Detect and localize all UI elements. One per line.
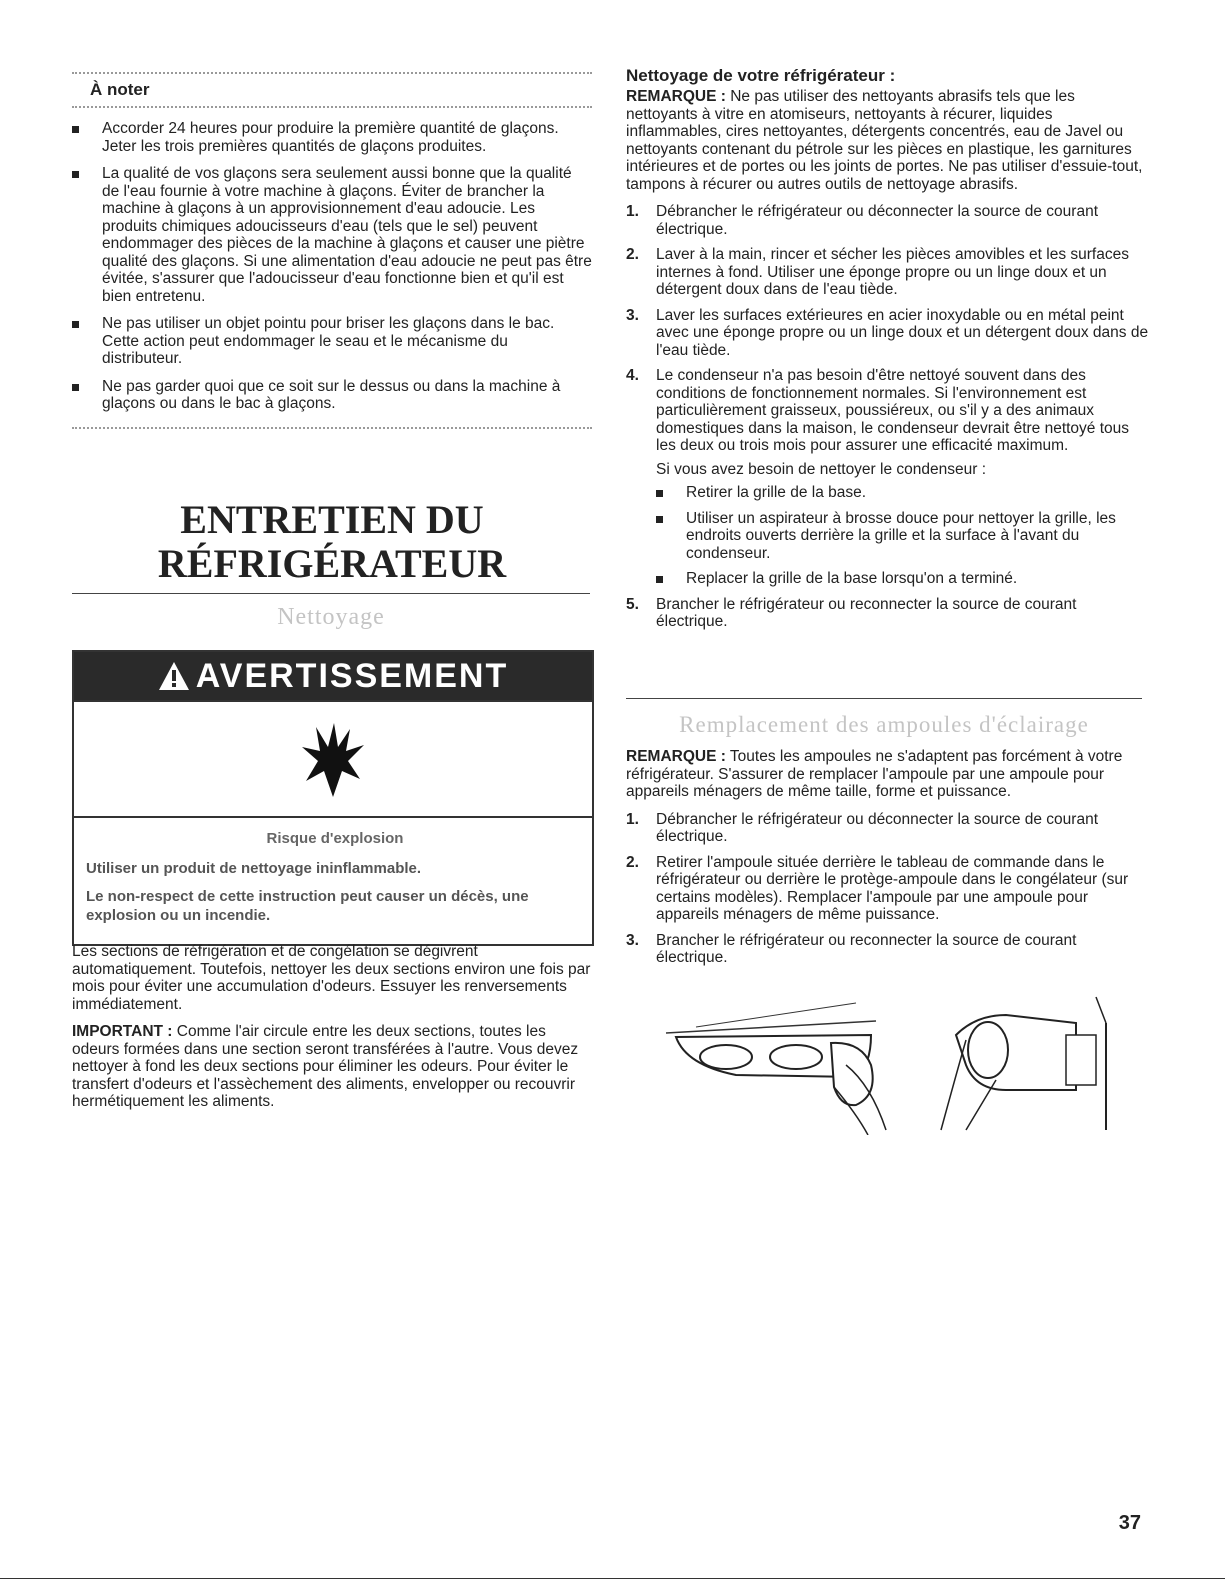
note-title: À noter	[90, 80, 150, 99]
bottom-rule	[0, 1578, 1225, 1579]
cleaning-left-text	[72, 943, 592, 1121]
warning-line-2: Le non-respect de cette instruction peut causer un décès, une explosion ou un incendie.	[86, 888, 529, 924]
bullet-square-icon	[72, 171, 79, 178]
warning-triangle-icon	[158, 661, 190, 691]
subhead-bulbs: Remplacement des ampoules d'éclairage	[679, 712, 1089, 737]
note-bullets	[72, 120, 592, 413]
list-item: Retirer la grille de la base.	[656, 484, 1150, 502]
warning-header	[74, 652, 592, 700]
bulbs-section	[626, 748, 1150, 975]
list-item: Replacer la grille de la base lorsqu'on a terminé.	[656, 570, 1150, 588]
warning-panel	[72, 650, 594, 946]
warning-risk: Risque d'explosion	[266, 830, 404, 847]
list-item: Ne pas utiliser un objet pointu pour briser les glaçons dans le bac. Cette action peut endommager le seau et le mécanisme du distributeur.	[72, 315, 592, 368]
warning-title: AVERTISSEMENT	[195, 656, 509, 695]
list-item: La qualité de vos glaçons sera seulement aussi bonne que la qualité de l'eau fournie à votre machine à glaçons. Éviter de brancher la machine à glaçons à un approvisionnement d'eau adoucie. Les produits chimiques adoucisseurs d'eau (tels que le sel) peuvent endommager des pièces de la machine à glaçons et causer une piètre qualité des glaçons. Si une alimentation d'eau adoucie ne peut pas être évitée, s'assurer que l'adoucisseur d'eau fonctionne bien et qu'il est bien entretenu.	[72, 165, 592, 305]
control-panel-bulb-illustration	[656, 995, 916, 1135]
section-title: ENTRETIEN DU RÉFRIGÉRATEUR	[157, 497, 507, 586]
bulbs-rule	[626, 698, 1142, 699]
list-item: 3. Laver les surfaces extérieures en acier inoxydable ou en métal peint avec une éponge propre ou un linge doux et un détergent doux dans de l'eau tiède.	[626, 306, 1149, 359]
list-item: 1. Débrancher le réfrigérateur ou déconnecter la source de courant électrique.	[626, 203, 1099, 238]
condenser-bullets	[656, 484, 1150, 588]
bulbs-remark: REMARQUE : Toutes les ampoules ne s'adaptent pas forcément à votre réfrigérateur. S'assurer de remplacer l'ampoule par une ampoule pour appareils ménagers de même taille, forme et puissance.	[626, 748, 1123, 800]
list-item: 2. Laver à la main, rincer et sécher les pièces amovibles et les surfaces internes à fond. Utiliser une éponge propre ou un linge doux et un détergent doux dans de l'eau tiède.	[626, 246, 1129, 298]
list-item: 4. Le condenseur n'a pas besoin d'être nettoyé souvent dans des conditions de fonctionnement normales. Si l'environnement est particulièrement graisseux, poussiéreux, ou s'il y a des animaux domestiques dans la maison, le condenseur devrait être nettoyé tous les deux ou trois mois pour assurer une efficacité maximum. Si vous avez besoin de nettoyer le condenseur : Retirer la grille de la base. Utiliser un aspirateur à brosse douce pour nettoyer la grille, les endroits ouverts derrière la grille et la surface à l'avant du condenseur. Replacer la grille de la base lorsqu'on a terminé.	[626, 367, 1150, 588]
list-item: 5. Brancher le réfrigérateur ou reconnecter la source de courant électrique.	[626, 595, 1077, 630]
list-item: 1. Débrancher le réfrigérateur ou déconnecter la source de courant électrique.	[626, 810, 1099, 845]
list-item: 2. Retirer l'ampoule située derrière le tableau de commande dans le réfrigérateur ou derrière le protège-ampoule dans le congélateur (sur certains modèles). Remplacer l'ampoule par une ampoule pour appareils ménagers de même puissance.	[626, 853, 1129, 923]
bullet-square-icon	[656, 576, 663, 583]
cleaning-remark: REMARQUE : Ne pas utiliser des nettoyants abrasifs tels que les nettoyants à vitre en atomiseurs, nettoyants à récurer, liquides inflammables, cires nettoyantes, détergents concentrés, eau de Javel ou nettoyants contenant du pétrole sur les pièces en plastique, les garnitures intérieures et de portes ou les joints de portes. Ne pas utiliser d'essuie-tout, tampons à récurer ou autres outils de nettoyage abrasifs.	[626, 88, 1143, 193]
cleaning-paragraph: Les sections de réfrigération et de congélation se dégivrent automatiquement. Toutefois, nettoyer les deux sections environ une fois par mois pour éviter une accumulation d'odeurs. Essuyer les renversements immédiatement.	[72, 943, 591, 1013]
freezer-bulb-illustration	[926, 995, 1116, 1135]
bullet-square-icon	[72, 384, 79, 391]
important-paragraph: IMPORTANT : Comme l'air circule entre les deux sections, toutes les odeurs formées dans une section seront transférées à l'autre. Vous devez nettoyer à fond les deux sections pour éliminer les odeurs. Pour éviter le transfert d'odeurs et l'assèchement des aliments, envelopper ou recouvrir hermétiquement les aliments.	[72, 1023, 579, 1110]
bullet-square-icon	[72, 321, 79, 328]
bullet-square-icon	[656, 490, 663, 497]
list-item: Utiliser un aspirateur à brosse douce pour nettoyer la grille, les endroits ouverts derrière la grille et la surface à l'avant du condenseur.	[656, 510, 1150, 563]
page-number: 37	[1118, 1512, 1141, 1534]
cleaning-steps	[626, 203, 1150, 631]
bulbs-steps	[626, 811, 1150, 967]
list-item: Ne pas garder quoi que ce soit sur le dessus ou dans la machine à glaçons ou dans le bac à glaçons.	[72, 378, 592, 413]
explosion-icon-area	[74, 700, 592, 818]
bullet-square-icon	[656, 516, 663, 523]
warning-body	[74, 818, 592, 944]
note-title-rule	[72, 106, 592, 108]
warning-line-1: Utiliser un produit de nettoyage ininflammable.	[86, 860, 422, 877]
explosion-icon	[300, 719, 366, 799]
cleaning-heading: Nettoyage de votre réfrigérateur :	[626, 66, 896, 85]
condenser-intro: Si vous avez besoin de nettoyer le condenseur :	[656, 460, 987, 478]
section-rule	[72, 593, 590, 594]
subhead-cleaning: Nettoyage	[277, 604, 385, 630]
note-top-rule	[72, 72, 592, 74]
list-item: Accorder 24 heures pour produire la première quantité de glaçons. Jeter les trois premières quantités de glaçons produites.	[72, 120, 592, 155]
bullet-square-icon	[72, 126, 79, 133]
note-box	[72, 72, 592, 429]
cleaning-right-section	[626, 66, 1150, 639]
list-item: 3. Brancher le réfrigérateur ou reconnecter la source de courant électrique.	[626, 931, 1077, 966]
note-bottom-rule	[72, 427, 592, 429]
